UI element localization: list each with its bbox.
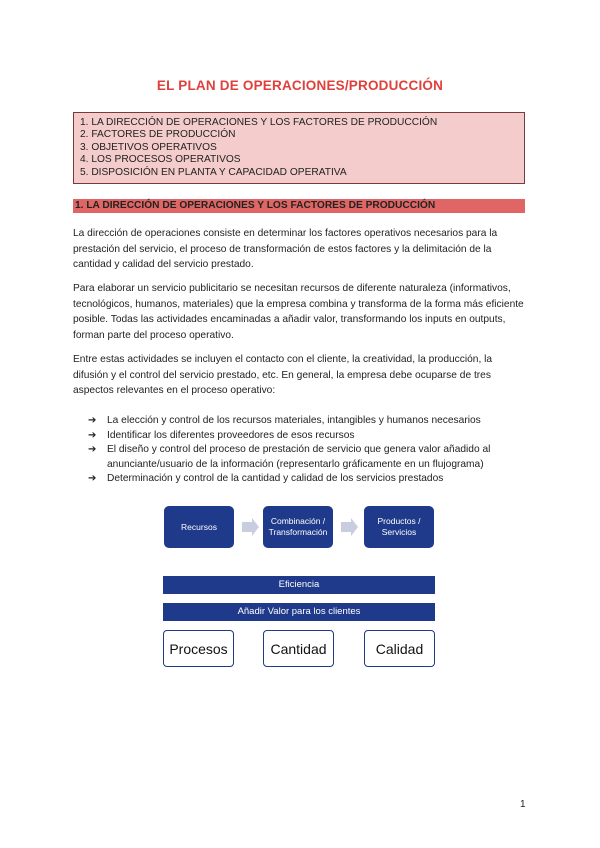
flow-box-recursos: Recursos	[164, 506, 234, 548]
toc-item: 1. LA DIRECCIÓN DE OPERACIONES Y LOS FACTORES DE PRODUCCIÓN	[80, 117, 438, 128]
list-item	[88, 443, 533, 472]
page-number: 1	[520, 799, 526, 810]
toc-item: 4. LOS PROCESOS OPERATIVOS	[80, 154, 241, 166]
toc-item: 3. OBJETIVOS OPERATIVOS	[80, 141, 217, 153]
paragraph: Para elaborar un servicio publicitario se necesitan recursos de diferente naturaleza (informativos, tecnológicos, humanos, materiales) que la empresa combina y transforma de la forma más eficiente posible. Todas las actividades encaminadas a añadir valor, transformando los inputs en outputs, forman parte del proceso operativo.	[73, 283, 524, 341]
bullet-list	[88, 414, 533, 487]
arrow-icon: ➔	[88, 444, 97, 455]
outcome-calidad: Calidad	[364, 630, 435, 667]
list-item-text: El diseño y control del proceso de prestación de servicio que genera valor añadido al anunciante/usuario de la información (representarlo gráficamente en un flujograma)	[107, 444, 491, 470]
list-item	[88, 414, 533, 429]
arrow-icon: ➔	[88, 415, 97, 426]
flow-box-productos: Productos / Servicios	[364, 506, 434, 548]
list-item	[88, 429, 533, 444]
list-item-text: La elección y control de los recursos materiales, intangibles y humanos necesarios	[107, 415, 481, 426]
outcome-cantidad: Cantidad	[263, 630, 334, 667]
arrow-icon: ➔	[88, 473, 97, 484]
band-anadir-valor: Añadir Valor para los clientes	[163, 603, 435, 621]
paragraph: Entre estas actividades se incluyen el contacto con el cliente, la creatividad, la producción, la difusión y el control del servicio prestado, etc. En general, la empresa debe ocuparse de tres aspectos relevantes en el proceso operativo:	[73, 354, 493, 396]
band-eficiencia: Eficiencia	[163, 576, 435, 594]
list-item-text: Identificar los diferentes proveedores de esos recursos	[107, 429, 355, 441]
toc-item: 2. FACTORES DE PRODUCCIÓN	[80, 129, 236, 141]
section-heading: 1. LA DIRECCIÓN DE OPERACIONES Y LOS FACTORES DE PRODUCCIÓN	[73, 199, 525, 213]
arrow-icon: ➔	[88, 429, 97, 441]
flow-box-transformacion: Combinación / Transformación	[263, 506, 333, 548]
list-item-text: Determinación y control de la cantidad y calidad de los servicios prestados	[107, 473, 444, 484]
chevron-right-icon	[339, 517, 359, 537]
list-item	[88, 472, 533, 487]
outcome-procesos: Procesos	[163, 630, 234, 667]
toc-item: 5. DISPOSICIÓN EN PLANTA Y CAPACIDAD OPERATIVA	[80, 166, 347, 178]
table-of-contents	[73, 112, 525, 184]
page-title: EL PLAN DE OPERACIONES/PRODUCCIÓN	[156, 78, 444, 93]
paragraph: La dirección de operaciones consiste en determinar los factores operativos necesarios para la prestación del servicio, el proceso de transformación de estos factores y la delimitación de la cantidad y calidad del servicio prestado.	[73, 228, 498, 270]
chevron-right-icon	[240, 517, 260, 537]
